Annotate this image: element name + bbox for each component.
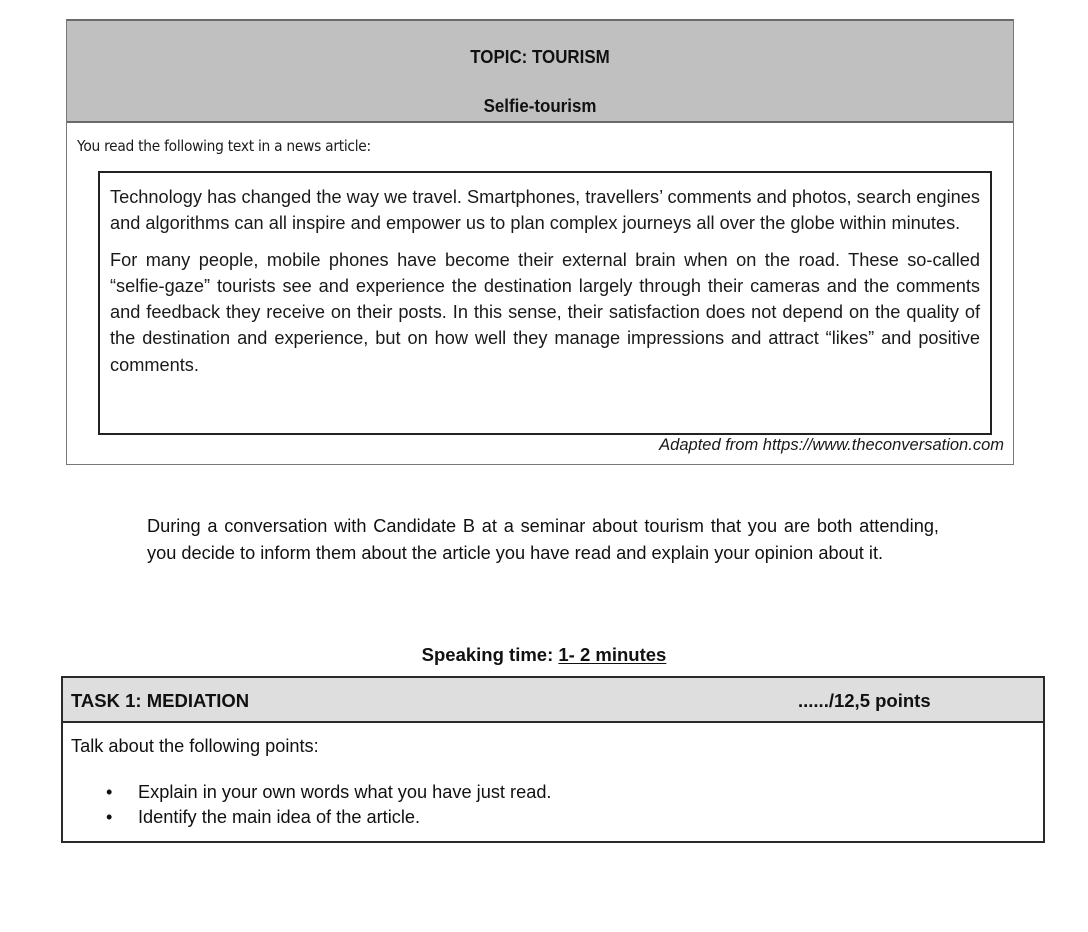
task-points-list [63,780,551,830]
task-box [61,676,1045,843]
bullet-icon: • [106,782,113,802]
task-lead: Talk about the following points: [71,736,319,756]
topic-header [67,21,1013,123]
topic-box [66,19,1014,465]
bullet-icon: • [106,807,113,827]
topic-title: TOPIC: TOURISM [470,47,610,67]
speaking-time-label: Speaking time: [421,644,559,665]
task-instruction: During a conversation with Candidate B at a seminar about tourism that you are both attending, you decide to inform them about the article you have read and explain your opinion about it. [147,516,939,563]
topic-subtitle: Selfie-tourism [483,96,597,116]
article-source: Adapted from https://www.theconversation.com [659,436,1004,454]
article-paragraph-1: Technology has changed the way we travel. Smartphones, travellers’ comments and photos, search engines and algorithms can all inspire and empower us to plan complex journeys all over the globe within minutes. [110,187,980,234]
task-title: TASK 1: MEDIATION [71,690,250,711]
list-item-text: Explain in your own words what you have just read. [138,782,552,802]
article-excerpt-box [98,171,992,435]
task-header [63,678,1043,723]
list-item-text: Identify the main idea of the article. [138,807,421,827]
list-item [63,805,551,830]
article-paragraph-2: For many people, mobile phones have become their external brain when on the road. These so-called “selfie-gaze” tourists see and experience the destination largely through their cameras and the comments and feedback they receive on their posts. In this sense, their satisfaction does not depend on the quality of the destination and experience, but on how well they manage impressions and attract “likes” and positive comments. [110,249,980,375]
task-points: ....../12,5 points [798,690,931,711]
list-item [63,780,551,805]
article-intro: You read the following text in a news article: [77,137,371,155]
speaking-time [0,644,1088,666]
speaking-time-value: 1- 2 minutes [558,644,667,665]
